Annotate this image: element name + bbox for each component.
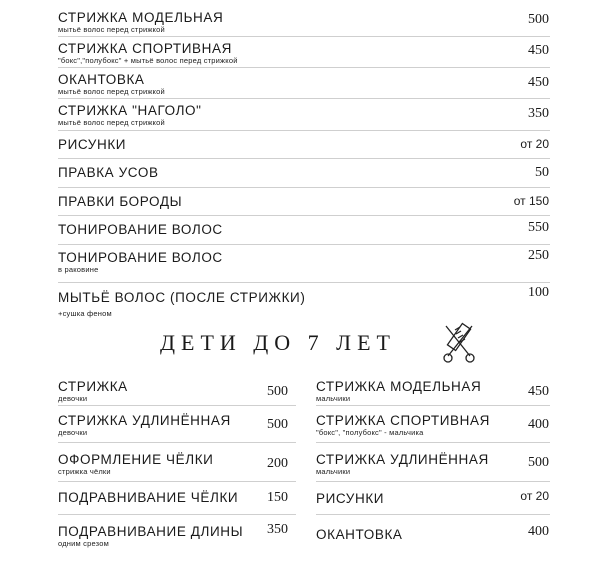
service-item [58, 103, 202, 127]
kids-service-item [58, 490, 238, 505]
service-price: 400 [528, 417, 549, 432]
service-note: мытьё волос перед стрижкой [58, 118, 165, 127]
divider [58, 67, 550, 68]
divider [316, 442, 550, 443]
service-price: 500 [528, 455, 549, 470]
service-name: СТРИЖКА [58, 379, 128, 394]
scissors-comb-icon [440, 322, 478, 369]
service-note: +сушка феном [58, 309, 112, 318]
divider [58, 405, 296, 406]
service-note: "бокс", "полубокс" - мальчика [316, 428, 424, 437]
service-price: 450 [528, 384, 549, 399]
service-price: 250 [528, 248, 549, 263]
kids-service-item [316, 452, 489, 476]
service-note: мытьё волос перед стрижкой [58, 25, 165, 34]
service-name: МЫТЬЁ ВОЛОС (ПОСЛЕ СТРИЖКИ) [58, 290, 306, 305]
service-price: 50 [535, 165, 549, 180]
service-price: 200 [267, 456, 288, 471]
service-note: мытьё волос перед стрижкой [58, 87, 165, 96]
service-name: СТРИЖКА МОДЕЛЬНАЯ [58, 10, 224, 25]
service-name: ПРАВКА УСОВ [58, 165, 159, 180]
service-price: 500 [267, 417, 288, 432]
divider [58, 244, 550, 245]
service-price: от 20 [520, 137, 549, 151]
divider [58, 215, 550, 216]
service-price: 500 [267, 384, 288, 399]
service-name: СТРИЖКА МОДЕЛЬНАЯ [316, 379, 482, 394]
service-name: ОКАНТОВКА [58, 72, 145, 87]
kids-service-item [316, 379, 481, 403]
divider [58, 282, 550, 283]
service-price: 350 [267, 522, 288, 537]
divider [58, 130, 550, 131]
service-note: одним срезом [58, 539, 109, 548]
service-item [58, 290, 305, 318]
service-name: ПРАВКИ БОРОДЫ [58, 194, 183, 209]
service-price: 500 [528, 12, 549, 27]
kids-service-item [316, 413, 490, 437]
service-price: от 150 [513, 194, 549, 208]
service-name: РИСУНКИ [58, 137, 127, 152]
service-note: девочки [58, 394, 88, 403]
divider [58, 187, 550, 188]
kids-section-title: ДЕТИ ДО 7 ЛЕТ [160, 330, 396, 355]
kids-service-item [58, 413, 231, 437]
service-name: ТОНИРОВАНИЕ ВОЛОС [58, 222, 223, 237]
service-price: 550 [528, 220, 549, 235]
service-name: ПОДРАВНИВАНИЕ ДЛИНЫ [58, 524, 244, 539]
service-note: стрижка чёлки [58, 467, 111, 476]
service-note: мальчики [316, 467, 351, 476]
kids-service-item [316, 527, 403, 542]
divider [316, 405, 550, 406]
service-item [58, 165, 159, 180]
service-price: 450 [528, 75, 549, 90]
service-name: СТРИЖКА УДЛИНЁННАЯ [316, 452, 489, 467]
service-item [58, 10, 223, 34]
service-item [58, 72, 165, 96]
service-price: 100 [528, 285, 549, 300]
divider [316, 514, 550, 515]
service-name: СТРИЖКА "НАГОЛО" [58, 103, 202, 118]
service-note: в раковине [58, 265, 99, 274]
service-name: ПОДРАВНИВАНИЕ ЧЁЛКИ [58, 490, 239, 505]
kids-service-item [316, 491, 384, 506]
service-price: 350 [528, 106, 549, 121]
service-note: мальчики [316, 394, 351, 403]
service-item [58, 41, 238, 65]
service-item [58, 250, 223, 274]
service-price: 450 [528, 43, 549, 58]
divider [316, 481, 550, 482]
service-name: СТРИЖКА СПОРТИВНАЯ [316, 413, 490, 428]
divider [58, 514, 296, 515]
kids-service-item [58, 524, 243, 548]
service-item [58, 194, 182, 209]
divider [58, 158, 550, 159]
service-note: девочки [58, 428, 88, 437]
service-name: СТРИЖКА СПОРТИВНАЯ [58, 41, 232, 56]
service-price: от 20 [520, 489, 549, 503]
service-name: РИСУНКИ [316, 491, 385, 506]
divider [58, 481, 296, 482]
service-item [58, 137, 126, 152]
service-item [58, 222, 223, 237]
divider [58, 36, 550, 37]
service-name: ОФОРМЛЕНИЕ ЧЁЛКИ [58, 452, 214, 467]
kids-service-item [58, 379, 128, 403]
divider [58, 442, 296, 443]
service-name: ТОНИРОВАНИЕ ВОЛОС [58, 250, 223, 265]
kids-service-item [58, 452, 213, 476]
service-note: "бокс","полубокс" + мытьё волос перед стрижкой [58, 56, 238, 65]
service-price: 400 [528, 524, 549, 539]
divider [58, 98, 550, 99]
service-price: 150 [267, 490, 288, 505]
service-name: СТРИЖКА УДЛИНЁННАЯ [58, 413, 231, 428]
service-name: ОКАНТОВКА [316, 527, 403, 542]
